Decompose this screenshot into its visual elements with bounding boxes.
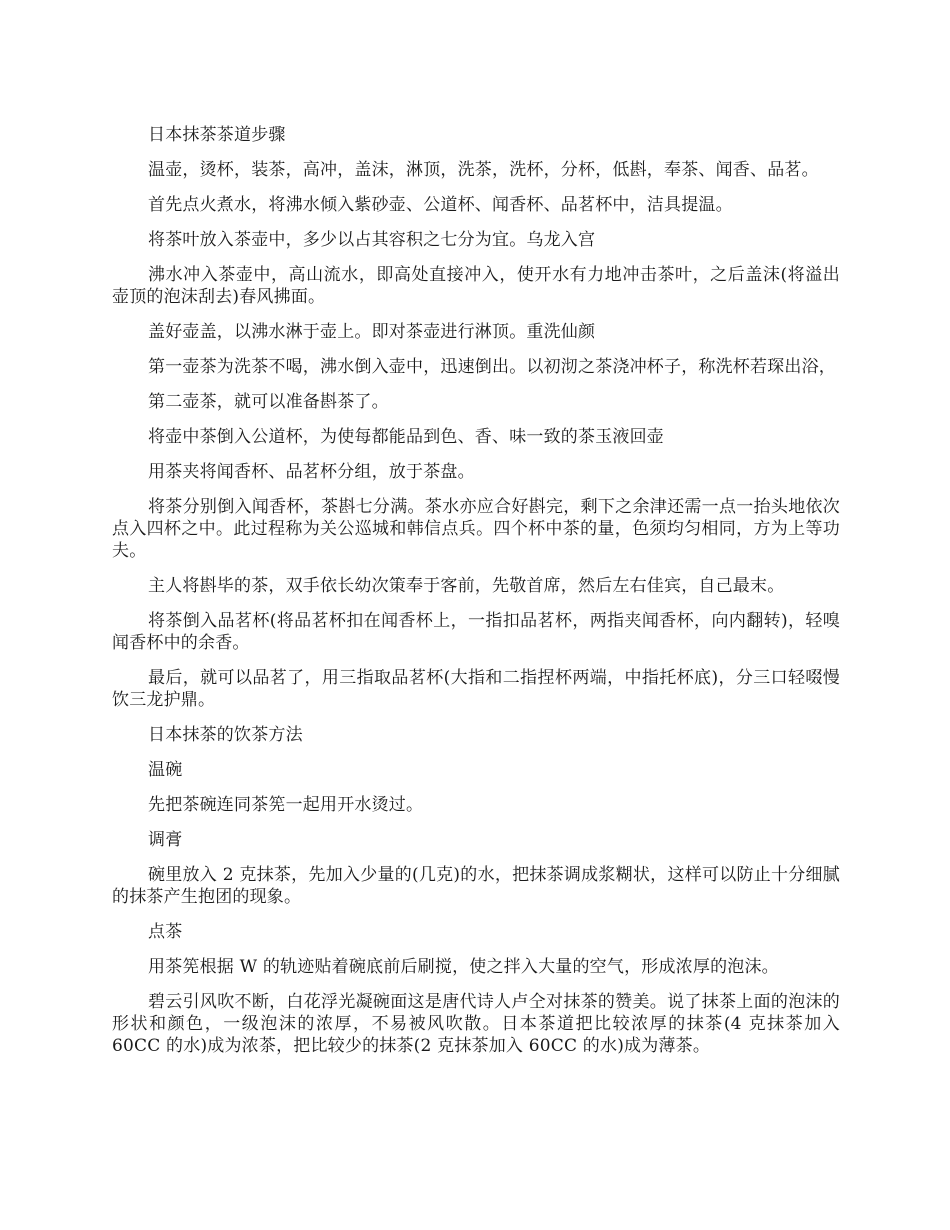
paragraph: 将茶倒入品茗杯(将品茗杯扣在闻香杯上，一指扣品茗杯，两指夹闻香杯，向内翻转)，轻嗅闻香杯中的余香。 <box>112 611 840 653</box>
paragraph: 碗里放入 2 克抹茶，先加入少量的(几克)的水，把抹茶调成浆糊状，这样可以防止十分细腻的抹茶产生抱团的现象。 <box>112 865 840 907</box>
paragraph: 温壶，烫杯，装茶，高冲，盖沫，淋顶，洗茶，洗杯，分杯，低斟，奉茶、闻香、品茗。 <box>148 160 819 180</box>
paragraph: 将壶中茶倒入公道杯，为使每都能品到色、香、味一致的茶玉液回壶 <box>148 427 664 447</box>
paragraph: 先把茶碗连同茶筅一起用开水烫过。 <box>148 795 424 815</box>
paragraph: 首先点火煮水，将沸水倾入紫砂壶、公道杯、闻香杯、品茗杯中，洁具提温。 <box>148 195 733 215</box>
paragraph: 用茶夹将闻香杯、品茗杯分组，放于茶盘。 <box>148 462 475 482</box>
subheading-paste: 调膏 <box>148 830 183 850</box>
paragraph: 用茶筅根据 W 的轨迹贴着碗底前后刷搅，使之拌入大量的空气，形成浓厚的泡沫。 <box>148 957 779 977</box>
paragraph: 碧云引风吹不断，白花浮光凝碗面这是唐代诗人卢仝对抹茶的赞美。说了抹茶上面的泡沫的形状和颜色，一级泡沫的浓厚，不易被风吹散。日本茶道把比较浓厚的抹茶(4 克抹茶加入 60CC 的水)成为浓茶，把比较少的抹茶(2 克抹茶加入 60CC 的水)成为薄茶。 <box>112 992 840 1056</box>
paragraph: 主人将斟毕的茶，双手依长幼次策奉于客前，先敬首席，然后左右佳宾，自己最末。 <box>148 576 785 596</box>
subheading-warm-bowl: 温碗 <box>148 760 183 780</box>
paragraph: 将茶叶放入茶壶中，多少以占其容积之七分为宜。乌龙入宫 <box>148 230 596 250</box>
heading-drinking-method: 日本抹茶的饮茶方法 <box>148 725 303 745</box>
paragraph: 第一壶茶为洗茶不喝，沸水倒入壶中，迅速倒出。以初沏之茶浇冲杯子，称洗杯若琛出浴， <box>148 357 836 377</box>
paragraph: 盖好壶盖，以沸水淋于壶上。即对茶壶进行淋顶。重洗仙颜 <box>148 322 596 342</box>
paragraph: 将茶分别倒入闻香杯，茶斟七分满。茶水亦应合好斟完，剩下之余津还需一点一抬头地依次点入四杯之中。此过程称为关公巡城和韩信点兵。四个杯中茶的量，色须均匀相同，方为上等功夫。 <box>112 497 840 561</box>
paragraph: 沸水冲入茶壶中，高山流水，即高处直接冲入，使开水有力地冲击茶叶，之后盖沫(将溢出壶顶的泡沫刮去)春风拂面。 <box>112 265 840 307</box>
paragraph: 最后，就可以品茗了，用三指取品茗杯(大指和二指捏杯两端，中指托杯底)，分三口轻啜慢饮三龙护鼎。 <box>112 668 840 710</box>
subheading-whisk: 点茶 <box>148 922 183 942</box>
paragraph: 第二壶茶，就可以准备斟茶了。 <box>148 392 389 412</box>
heading-steps: 日本抹茶茶道步骤 <box>148 125 286 145</box>
